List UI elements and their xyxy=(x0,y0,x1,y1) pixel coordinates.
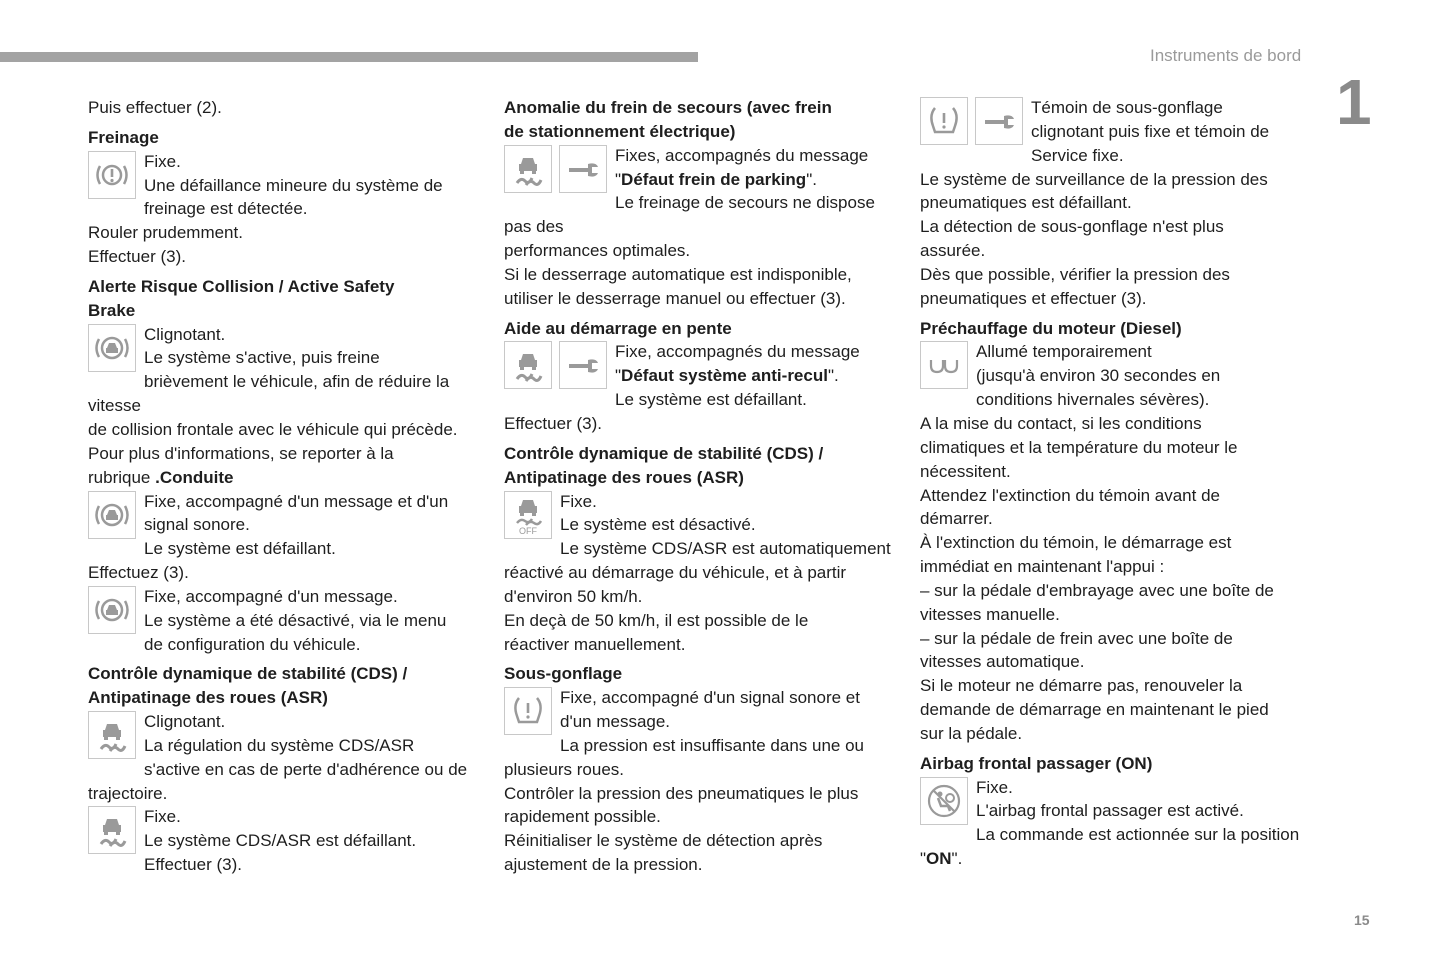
emphasis-text: .Conduite xyxy=(155,467,234,487)
airbag-passenger-icon xyxy=(920,777,968,825)
body-text: ". xyxy=(951,849,963,869)
chapter-number: 1 xyxy=(1336,66,1372,138)
section-heading: Contrôle dynamique de stabilité (CDS) / Antipatinage des roues (ASR) xyxy=(504,443,824,487)
collision-alert-icon xyxy=(88,491,136,539)
body-text: Fixes, accompagnés du message " xyxy=(615,145,869,189)
body-text: Allumé temporairement (jusqu'à environ 30 secondes en conditions hivernales sévères). A la mise du contact, si les conditions climatiques et la température du moteur le nécessitent. Attendez l'extinction du témoin avant de démarrer. À l'extinction du témoin, le démarrage est immédiat en maintenant l'appui : – sur la pédale d'embrayage avec une boîte de vitesses manuelle. – sur la pédale de frein avec une boîte de vitesses automatique. Si le moteur ne démarre pas, renouveler la demande de démarrage en maintenant le pied sur la pédale. xyxy=(920,342,1274,743)
warning-lights xyxy=(88,711,136,759)
skid-car-icon xyxy=(88,806,136,854)
warning-light-entry xyxy=(88,805,480,877)
body-text: Témoin de sous-gonflage clignotant puis fixe et témoin de Service fixe. Le système de surveillance de la pression des pneumatiques est défaillant. La détection de sous-gonflage n'est plus assurée. Dès que possible, vérifier la pression des pneumatiques et effectuer (3). xyxy=(920,98,1270,308)
warning-lights xyxy=(504,341,607,389)
glow-plug-icon xyxy=(920,341,968,389)
column-left xyxy=(88,96,480,877)
warning-light-entry xyxy=(504,144,896,311)
section-heading: Contrôle dynamique de stabilité (CDS) / Antipatinage des roues (ASR) xyxy=(88,664,408,708)
section-heading: Sous-gonflage xyxy=(504,664,623,684)
emphasis-text: Défaut frein de parking xyxy=(621,169,807,189)
warning-light-entry xyxy=(504,340,896,435)
skid-car-icon xyxy=(504,145,552,193)
warning-light-entry xyxy=(504,686,896,877)
section-heading: Aide au démarrage en pente xyxy=(504,318,732,338)
warning-lights xyxy=(920,97,1023,145)
warning-light-entry xyxy=(920,776,1312,871)
warning-light-entry xyxy=(504,490,896,657)
warning-lights xyxy=(504,145,607,193)
warning-lights xyxy=(920,777,968,825)
warning-lights xyxy=(504,491,552,539)
wrench-icon xyxy=(559,341,607,389)
section-title: Instruments de bord xyxy=(1150,46,1302,65)
tire-pressure-icon xyxy=(504,687,552,735)
column-middle xyxy=(504,96,896,877)
warning-light-entry xyxy=(88,585,480,657)
section-heading: Alerte Risque Collision / Active Safety Brake xyxy=(88,276,395,320)
warning-lights xyxy=(88,586,136,634)
column-right xyxy=(920,96,1312,871)
warning-light-entry xyxy=(88,710,480,805)
brake-warning-icon xyxy=(88,151,136,199)
warning-light-entry xyxy=(88,150,480,269)
warning-lights xyxy=(88,324,136,372)
skid-car-icon xyxy=(88,711,136,759)
warning-lights xyxy=(920,341,968,389)
body-text: Fixe, accompagné d'un message et d'un signal sonore. Le système est défaillant. Effectuez (3). xyxy=(88,491,449,583)
svg-text:OFF: OFF xyxy=(519,525,537,534)
wrench-icon xyxy=(975,97,1023,145)
warning-light-entry xyxy=(920,96,1312,311)
body-text: Fixe, accompagné d'un message. Le système a été désactivé, via le menu de configuration du véhicule. xyxy=(144,586,447,654)
emphasis-text: Défaut système anti-recul xyxy=(621,366,828,386)
skid-car-off-icon xyxy=(504,491,552,539)
warning-light-entry xyxy=(920,340,1312,745)
skid-car-icon xyxy=(504,341,552,389)
body-text: Fixe. L'airbag frontal passager est activé. La commande est actionnée sur la position " xyxy=(920,777,1300,869)
body-text: ". Le système est défaillant. Effectuer (3). xyxy=(504,366,839,433)
warning-lights xyxy=(88,806,136,854)
body-text: ". Le freinage de secours ne dispose pas des performances optimales. Si le desserrage automatique est indisponible, utiliser le desserrage manuel ou effectuer (3). xyxy=(504,169,875,308)
body-text: Fixe. Le système est désactivé. Le système CDS/ASR est automatiquement réactivé au démarrage du véhicule, et à partir d'environ 50 km/h. En deçà de 50 km/h, il est possible de le réactiver manuellement. xyxy=(504,491,891,654)
collision-alert-icon xyxy=(88,586,136,634)
body-text: Fixe. Une défaillance mineure du système de freinage est détectée. Rouler prudemment. Effectuer (3). xyxy=(88,151,443,267)
body-text: Puis effectuer (2). xyxy=(88,98,222,117)
section-heading: Freinage xyxy=(88,127,159,147)
section-heading: Préchauffage du moteur (Diesel) xyxy=(920,318,1182,338)
section-heading: Anomalie du frein de secours (avec frein de stationnement électrique) xyxy=(504,98,832,141)
body-text: Fixe, accompagné d'un signal sonore et d'un message. La pression est insuffisante dans une ou plusieurs roues. Contrôler la pression des pneumatiques le plus rapidement possible. Réinitialiser le système de détection après ajustement de la pression. xyxy=(504,688,865,875)
tire-pressure-icon xyxy=(920,97,968,145)
warning-lights xyxy=(88,151,136,199)
warning-lights xyxy=(88,491,136,539)
warning-light-entry xyxy=(88,490,480,585)
paragraph xyxy=(88,96,480,120)
wrench-icon xyxy=(559,145,607,193)
warning-lights xyxy=(504,687,552,735)
body-text: Clignotant. La régulation du système CDS/ASR s'active en cas de perte d'adhérence ou de trajectoire. xyxy=(88,712,468,803)
section-heading: Airbag frontal passager (ON) xyxy=(920,753,1153,773)
warning-light-entry xyxy=(88,323,480,490)
page-number: 15 xyxy=(1354,912,1370,928)
header-bar xyxy=(0,52,698,62)
body-text: Clignotant. Le système s'active, puis freine brièvement le véhicule, afin de réduire la vitesse de collision frontale avec le véhicule qui précède. Pour plus d'informations, se reporter à la rubrique xyxy=(88,324,458,487)
body-text: Fixe, accompagnés du message " xyxy=(615,342,860,386)
emphasis-text: ON xyxy=(926,849,952,869)
body-text: Fixe. Le système CDS/ASR est défaillant. Effectuer (3). xyxy=(144,807,417,875)
collision-alert-icon xyxy=(88,324,136,372)
